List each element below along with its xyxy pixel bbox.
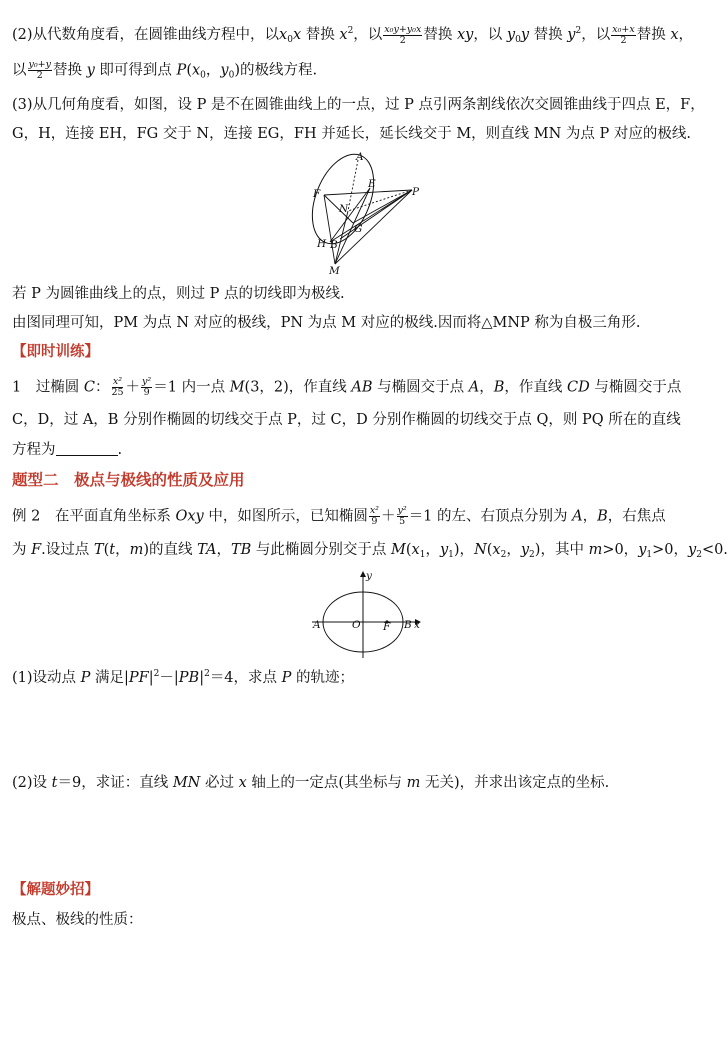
question-1: (1)设动点 P 满足$|PF|^2-|PB|^2=4$，求点 P 的轨迹； xyxy=(12,669,355,686)
answer-blank[interactable] xyxy=(56,441,118,456)
pm-line xyxy=(335,190,412,264)
ellipse-axes-figure xyxy=(310,568,425,660)
training-title: 【即时训练】 xyxy=(12,343,99,360)
ex1-line3: 方程为 . xyxy=(12,442,123,458)
label-n: N xyxy=(339,203,349,215)
fraction: $\frac{\text{x₀y+y₀x}}{2}$ xyxy=(384,23,422,46)
label-a: A xyxy=(313,619,321,631)
fraction: $\frac{\text{y²}}{5}$ xyxy=(397,505,407,527)
label-a: A xyxy=(356,151,364,163)
label-b: B xyxy=(330,239,338,251)
chord-line xyxy=(324,195,335,264)
p2-line2: 以 $\frac{\text{y₀+y}}{2}$ 替换 y 即可得到点 $P(x_0$，$y_0$)的极线方程. xyxy=(12,59,318,81)
p2-line1: (2)从代数角度看，在圆锥曲线方程中，以$x_0x$ 替换 $x^2$，以 $\frac{\text{x₀y+y₀x}}{2}$ 替换 xy，以 $y_0y$ 替换 $y^2$，以 $\frac{\text{x₀+x}}{2}$ 替换 x， xyxy=(12,23,693,46)
polar-line-figure xyxy=(300,150,430,280)
fraction: $\frac{\text{x²}}{25}$ xyxy=(111,376,124,398)
chord-line xyxy=(330,188,370,242)
label-y: y xyxy=(366,570,372,582)
ex2-line2: 为 F.设过点 T(t，m)的直线 TA，TB 与此椭圆分别交于点 $M(x_1$，$y_1$)，$N(x_2$，$y_2$)，其中 m>0，$y_1>0$，$y_2<0$. xyxy=(12,542,728,560)
question-2: (2)设 t＝9，求证：直线 MN 必过 x 轴上的一定点(其坐标与 m 无关)，并求出该定点的坐标. xyxy=(12,775,610,791)
p3-line2: G，H，连接 EH，FG 交于 N，连接 EG，FH 并延长，延长线交于 M，则直线 MN 为点 P 对应的极线. xyxy=(12,126,691,142)
ex1-line2: C，D，过 A，B 分别作椭圆的切线交于点 P，过 C，D 分别作椭圆的切线交于点 Q，则 PQ 所在的直线 xyxy=(12,412,681,428)
label-b: B xyxy=(404,619,412,631)
p4-line1: 若 P 为圆锥曲线上的点，则过 P 点的切线即为极线. xyxy=(12,286,345,302)
fraction: $\frac{\text{x₀+x}}{2}$ xyxy=(612,23,635,46)
fraction: $\frac{\text{y²}}{9}$ xyxy=(142,376,152,398)
p3-line1: (3)从几何角度看，如图，设 P 是不在圆锥曲线上的一点，过 P 点引两条割线依次交圆锥曲线于四点 E，F， xyxy=(12,97,705,113)
chord-line xyxy=(335,188,370,264)
label-f: F xyxy=(313,188,321,200)
fraction: $\frac{\text{x²}}{9}$ xyxy=(369,505,379,527)
fraction: $\frac{\text{y₀+y}}{2}$ xyxy=(28,59,52,81)
label-g: G xyxy=(354,223,363,235)
ex1-line1: 1 过椭圆 C： $\frac{\text{x²}}{25}$ ＋ $\frac{\text{y²}}{9}$ ＝1 内一点 M(3，2)，作直线 AB 与椭圆交于点 A，B，作直线 CD 与椭圆交于点 xyxy=(12,376,682,398)
label-p: P xyxy=(412,186,420,198)
dashed-line xyxy=(348,160,358,211)
label-f: F xyxy=(383,621,391,633)
tips-text: 极点、极线的性质： xyxy=(12,912,143,928)
p4-line2: 由图同理可知，PM 为点 N 对应的极线，PN 为点 M 对应的极线.因而将△MNP 称为自极三角形. xyxy=(12,315,641,331)
ex2-line1: 例 2 在平面直角坐标系 Oxy 中，如图所示，已知椭圆 $\frac{\text{x²}}{9}$ ＋ $\frac{\text{y²}}{5}$ ＝1 的左、右顶点分别为 A，B，右焦点 xyxy=(12,505,666,527)
tips-title: 【解题妙招】 xyxy=(12,881,99,898)
label-h: H xyxy=(317,238,327,250)
label-m: M xyxy=(329,265,340,277)
label-e: E xyxy=(368,178,376,190)
label-x: x xyxy=(414,619,420,631)
label-o: O xyxy=(352,619,361,631)
section2-title: 题型二 极点与极线的性质及应用 xyxy=(12,470,245,489)
